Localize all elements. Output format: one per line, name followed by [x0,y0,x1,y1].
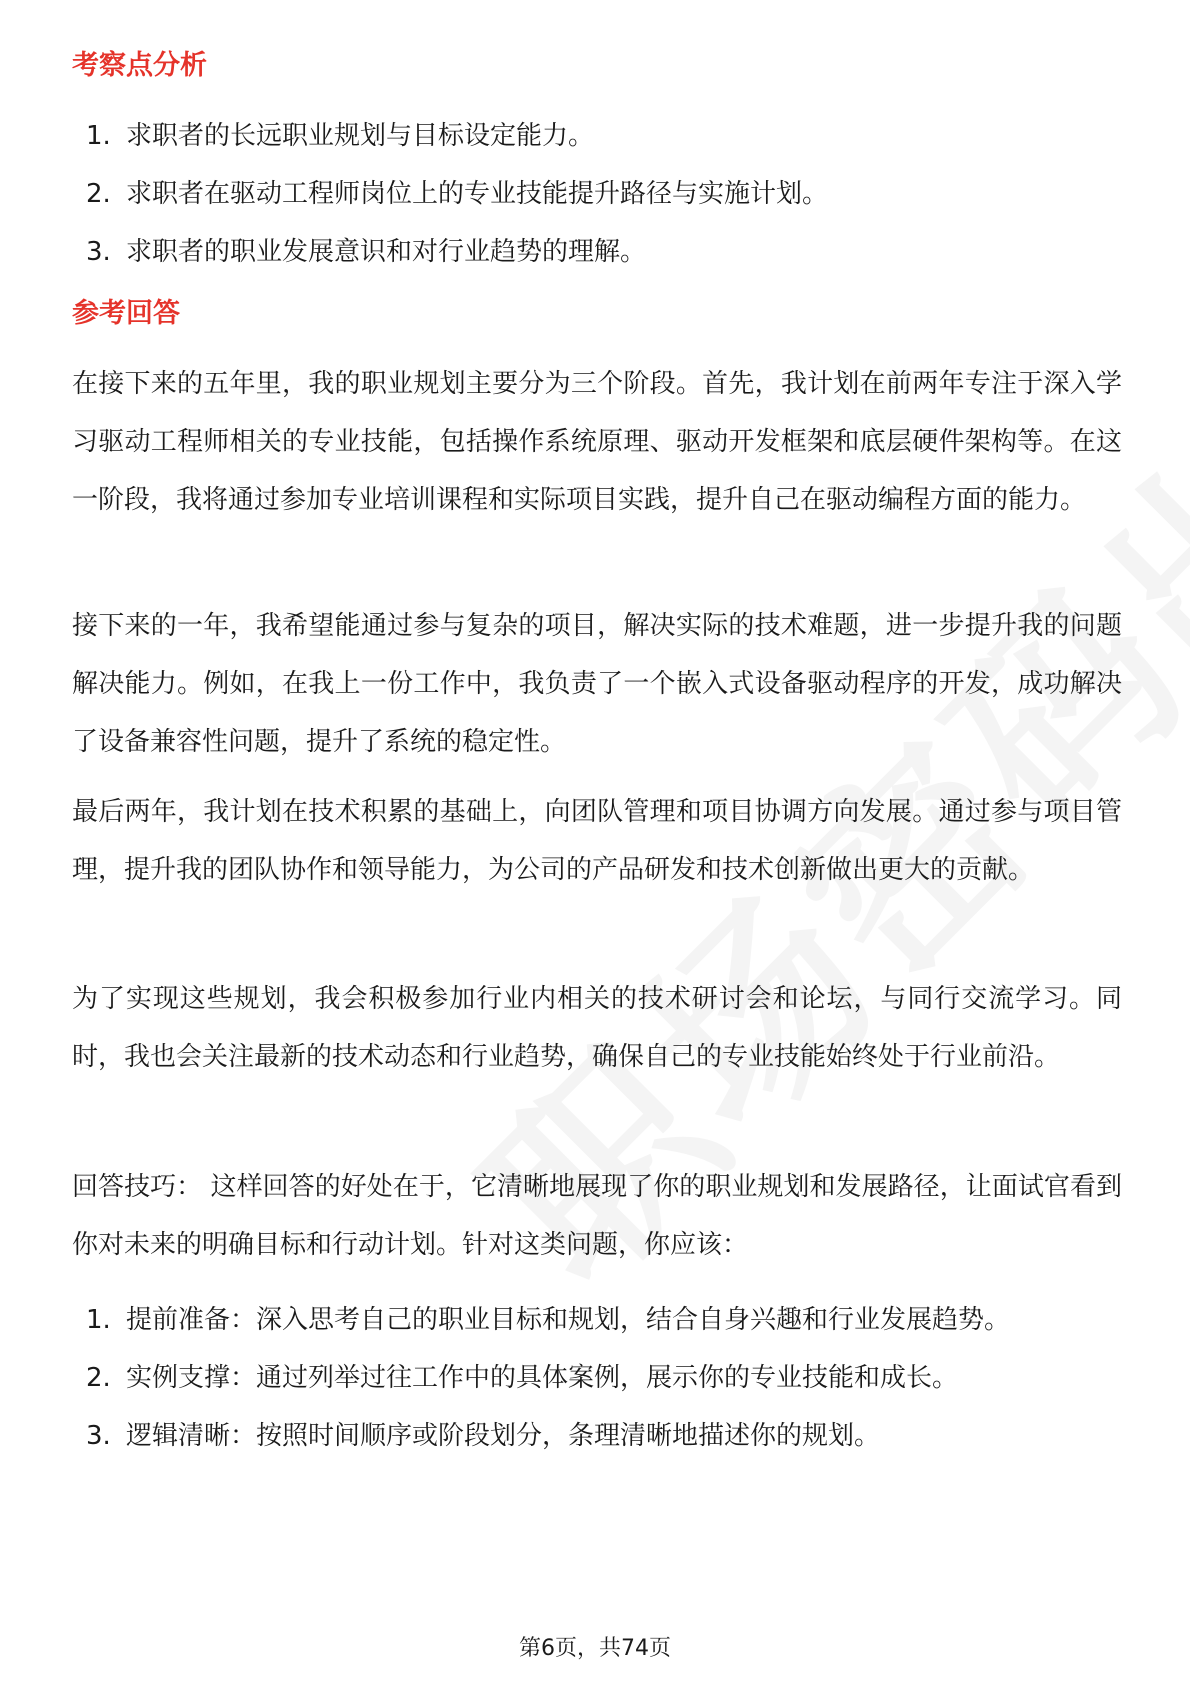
list-text: 求职者的长远职业规划与目标设定能力。 [126,121,595,151]
list-number: 3. [86,237,111,267]
list-text: 提前准备：深入思考自己的职业目标和规划，结合自身兴趣和行业发展趋势。 [126,1305,1011,1335]
answer-paragraph-4: 为了实现这些规划，我会积极参加行业内相关的技术研讨会和论坛，与同行交流学习。同时，我也会关注最新的技术动态和行业趋势，确保自己的专业技能始终处于行业前沿。 [72,984,1122,1072]
section-title-analysis: 考察点分析 [72,50,207,81]
answer-paragraph-2: 接下来的一年，我希望能通过参与复杂的项目，解决实际的技术难题，进一步提升我的问题解决能力。例如，在我上一份工作中，我负责了一个嵌入式设备驱动程序的开发，成功解决了设备兼容性问题，提升了系统的稳定性。 [72,611,1122,757]
list-text: 求职者的职业发展意识和对行业趋势的理解。 [126,237,647,267]
answer-paragraph-3: 最后两年，我计划在技术积累的基础上，向团队管理和项目协调方向发展。通过参与项目管理，提升我的团队协作和领导能力，为公司的产品研发和技术创新做出更大的贡献。 [72,797,1122,885]
list-number: 3. [86,1421,111,1451]
list-text: 逻辑清晰：按照时间顺序或阶段划分，条理清晰地描述你的规划。 [126,1421,881,1451]
answer-paragraph-1: 在接下来的五年里，我的职业规划主要分为三个阶段。首先，我计划在前两年专注于深入学习驱动工程师相关的专业技能，包括操作系统原理、驱动开发框架和底层硬件架构等。在这一阶段，我将通过参加专业培训课程和实际项目实践，提升自己在驱动编程方面的能力。 [72,369,1122,515]
answer-tips-intro: 回答技巧： 这样回答的好处在于，它清晰地展现了你的职业规划和发展路径，让面试官看到你对未来的明确目标和行动计划。针对这类问题，你应该： [72,1172,1122,1260]
page-number: 第6页，共74页 [519,1636,671,1661]
list-text: 实例支撑：通过列举过往工作中的具体案例，展示你的专业技能和成长。 [126,1363,959,1393]
section-title-answer: 参考回答 [72,298,180,329]
list-number: 2. [86,1363,111,1393]
list-number: 2. [86,179,111,209]
list-number: 1. [86,121,111,151]
list-number: 1. [86,1305,111,1335]
list-text: 求职者在驱动工程师岗位上的专业技能提升路径与实施计划。 [126,179,829,209]
